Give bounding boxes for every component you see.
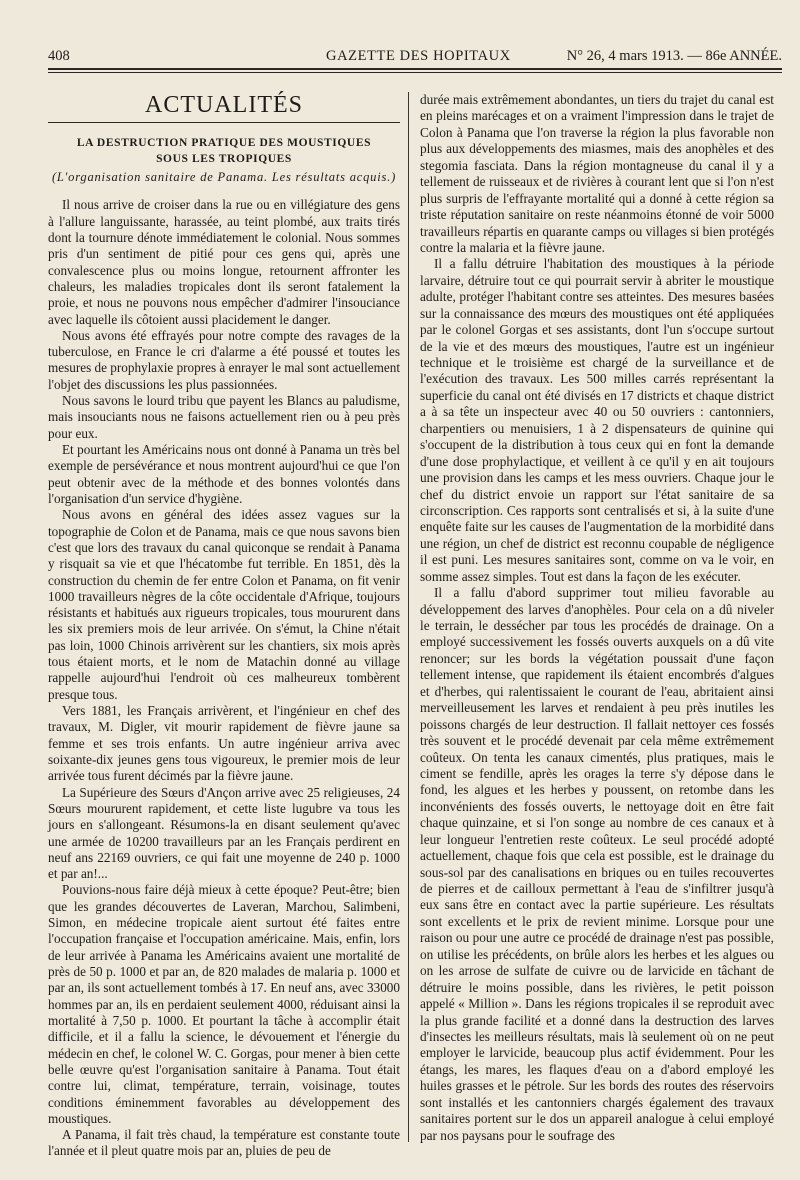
paragraph: Vers 1881, les Français arrivèrent, et l'ingénieur en chef des travaux, M. Digler, vit mourir rapidement de fièvre jaune sa femme et ses trois enfants. Un autre ingénieur arriva avec soixante-dix jeunes gens tous vigoureux, le premier mois de leur arrivée tous furent décimés par la fièvre jaune.: [48, 703, 400, 784]
page-header: [48, 44, 782, 66]
journal-title: GAZETTE DES HOPITAUX: [326, 48, 511, 64]
right-column: [420, 92, 774, 1144]
paragraph: Et pourtant les Américains nous ont donné à Panama un très bel exemple de persévérance et nous montrent aujourd'hui ce que l'on peut obtenir avec de la méthode et des bonnes volontés dans l'organisation d'un service d'hygiène.: [48, 442, 400, 506]
article-subtitle: (L'organisation sanitaire de Panama. Les résultats acquis.): [51, 170, 397, 184]
paragraph: La Supérieure des Sœurs d'Ançon arrive avec 25 religieuses, 24 Sœurs moururent rapidement, et cette liste lugubre va tous les jours en s'allongeant. Résumons-la en disant seulement qu'avec une armée de 10200 travailleurs par an les Français perdirent en neuf ans 22169 ouvriers, ce qui fait une moyenne de 240 p. 1000 et par an!...: [48, 784, 400, 882]
issue-info: N° 26, 4 mars 1913. — 86e ANNÉE.: [566, 48, 782, 64]
paragraph: Il nous arrive de croiser dans la rue ou en villégiature des gens à l'allure languissante, harassée, au teint plombé, aux traits tirés dont la tournure dénote immédiatement le colonial. Nous sommes pris d'un sentiment de pitié pour ces gens qui, après une convalescence plus ou moins longue, retournent affronter les chaleurs, les maladies tropicales dont ils seront fatalement la proie, et nous ne pouvons nous empêcher d'admirer l'insouciance avec laquelle ils côtoient aussi placidement le danger.: [48, 197, 400, 327]
section-title: ACTUALITÉS: [145, 92, 303, 118]
header-rule: [48, 68, 782, 70]
paragraph: Nous savons le lourd tribu que payent les Blancs au paludisme, mais insouciants nous ne faisons actuellement rien ou à peu près pour eux.: [48, 393, 400, 441]
paragraph: A Panama, il fait très chaud, la température est constante toute l'année et il pleut quatre mois par an, pluies de peu de: [48, 1127, 400, 1159]
column-divider: [408, 92, 409, 1142]
left-column: [48, 88, 400, 1160]
section-title-rule: [48, 122, 400, 123]
article-title: [48, 135, 400, 167]
paragraph: Nous avons en général des idées assez vagues sur la topographie de Colon et de Panama, mais ce que nous savons bien c'est que lors des travaux du canal quiconque se rendait à Panama y risquait sa vie et que l'hécatombe fut terrible. En 1851, dès la construction du chemin de fer entre Colon et Panama, on fit venir 1000 travailleurs nègres de la côte occidentale d'Afrique, toujours résistants et habitués aux rigueurs tropicales, tous moururent dans les six premiers mois de leur arrivée. On s'émut, la Chine n'était pas loin, 1000 Chinois arrivèrent sur les chantiers, six mois après tous étaient morts, et le nom de Matachin donné au village rappelle aujourd'hui l'endroit où ces malheureux tombèrent presque tous.: [48, 507, 400, 702]
article-title-line1: LA DESTRUCTION PRATIQUE DES MOUSTIQUES: [76, 137, 372, 149]
header-rule-thin: [48, 72, 782, 73]
article-title-line2: SOUS LES TROPIQUES: [156, 153, 292, 165]
paragraph: durée mais extrêmement abondantes, un tiers du trajet du canal est en pleins marécages et on a vraiment l'impression dans le trajet de Colon à Panama que l'on traverse la région la plus favorable non plus aux développements des miasmes, mais des anophèles et des stegomia fasciata. Dans la région montagneuse du canal il y a tellement de ruisseaux et de rivières à courant lent que si l'on n'est plus surpris de l'effrayante mortalité qui a donné à cette région sa triste réputation sanitaire on reste néanmoins étonné de voir 5000 travailleurs répartis en quarante camps ou villages si bien protégés contre la malaria et la fièvre jaune.: [420, 92, 774, 255]
paragraph: Pouvions-nous faire déjà mieux à cette époque? Peut-être; bien que les grandes découvertes de Laveran, Marchou, Salimbeni, Simon, en médecine tropicale aient surtout été faites entre l'occupation française et l'occupation américaine. Mais, enfin, lors de leur arrivée à Panama les Américains avaient une mortalité de près de 50 p. 1000 et par an, de 820 malades de malaria p. 1000 et par an, ils sont actuellement tombés à 17. En neuf ans, avec 33000 hommes par an, ils en perdaient seulement 4000, réduisant ainsi la mortalité à 7,50 p. 1000. Et pourtant la tâche à accomplir était difficile, et il a fallu la science, le dévouement et l'énergie du médecin en chef, le colonel W. C. Gorgas, pour mener à bien cette belle œuvre qu'est l'organisation sanitaire à Panama. Tout était contre lui, climat, température, terrain, voisinage, toutes conditions éminemment favorables au développement des moustiques.: [48, 882, 400, 1126]
paragraph: Il a fallu d'abord supprimer tout milieu favorable au développement des larves d'anophèles. Pour cela on a dû niveler le terrain, le dessécher par tous les procédés de drainage. On a employé successivement les fossés ouverts auxquels on a dû vite renoncer; sur les bords la végétation poussait d'une façon tellement intense, que rapidement ils étaient encombrés d'algues et d'herbes, qui ralentissaient le courant de l'eau, abritaient ainsi merveilleusement les larves et rendaient à peu près inutiles les poissons chargés de leur destruction. Il fallait nettoyer ces fossés très souvent et le procédé devenait par cela même extrêmement coûteux. On tenta les canaux cimentés, plus pratiques, mais le ciment se fendille, après les orages la terre s'y dépose dans le fond, les algues et les herbes y poussent, on retombe dans les inconvénients des fossés ouverts, le nettoyage doit en être fait chaque quinzaine, et si l'on songe au nombre de ces canaux et à leur longueur l'entretien reste coûteux. Le seul procédé adopté actuellement, chaque fois que cela est possible, est le drainage du sous-sol par des canalisations en briques ou en tuiles recouvertes de pierres et de cailloux permettant à l'eau de s'infiltrer jusqu'à eux sans être en contact avec la partie supérieure. Les résultats sont excellents et le prix de revient minime. Lorsque pour une raison ou pour une autre ce procédé de drainage n'est pas possible, on utilise les précédents, on brûle alors les herbes et les algues ou on les arrose de sulfate de cuivre ou de larvicide en tâchant de détruire le moins possible, dans les rivières, le petit poisson appelé « Million ». Dans les régions tropicales il se reproduit avec la plus grande facilité et a donné dans la destruction des larves d'insectes les meilleurs résultats, mais là seulement où on ne peut employer le larvicide, beaucoup plus actif évidemment. Pour les étangs, les mares, les flaques d'eau on a d'abord employé les huiles grasses et le pétrole. Sur les bords des routes des réservoirs sont installés et les cantonniers chargés également des travaux sanitaires portent sur le dos un appareil analogue à celui employé par nos paysans pour le soufrage des: [420, 585, 774, 1143]
paragraph: Nous avons été effrayés pour notre compte des ravages de la tuberculose, en France le cri d'alarme a été poussé et toutes les mesures de prophylaxie propres à enrayer le mal sont actuellement l'objet des discussions les plus passionnées.: [48, 327, 400, 392]
paragraph: Il a fallu détruire l'habitation des moustiques à la période larvaire, détruire tout ce qui pourrait servir à abriter le moustique adulte, protéger l'habitant contre ses atteintes. Des mesures basées sur la connaissance des mœurs des moustiques ont été appliquées par le colonel Gorgas et ses assistants, dont l'un s'occupe surtout de la vie et des mœurs des moustiques, l'autre est un ingénieur technique et le troisième est chargé de la surveillance et de l'exécution des travaux. Les 500 milles carrés représentant la superficie du canal ont été divisés en 17 districts et chaque district a à sa tête un inspecteur avec 40 ou 50 ouvriers : cantonniers, charpentiers ou menuisiers, 1 à 2 dispensateurs de quinine qui s'occupent de la distribution à tous ceux qui en font la demande d'une dose prophylactique, et veillent à ce qu'il y en ait toujours une provision dans les camps et les mess ouvriers. Chaque jour le chef du district envoie un rapport sur l'état sanitaire de sa circonscription. Ces rapports sont centralisés et si, à la suite d'une enquête faite sur les causes de l'augmentation de la morbidité dans une région, un chef de district est reconnu coupable de négligence il est puni. Les mesures sanitaires sont, comme on va le voir, en somme assez simples. Tout est dans la façon de les exécuter.: [420, 256, 774, 584]
page-number: 408: [48, 48, 70, 64]
